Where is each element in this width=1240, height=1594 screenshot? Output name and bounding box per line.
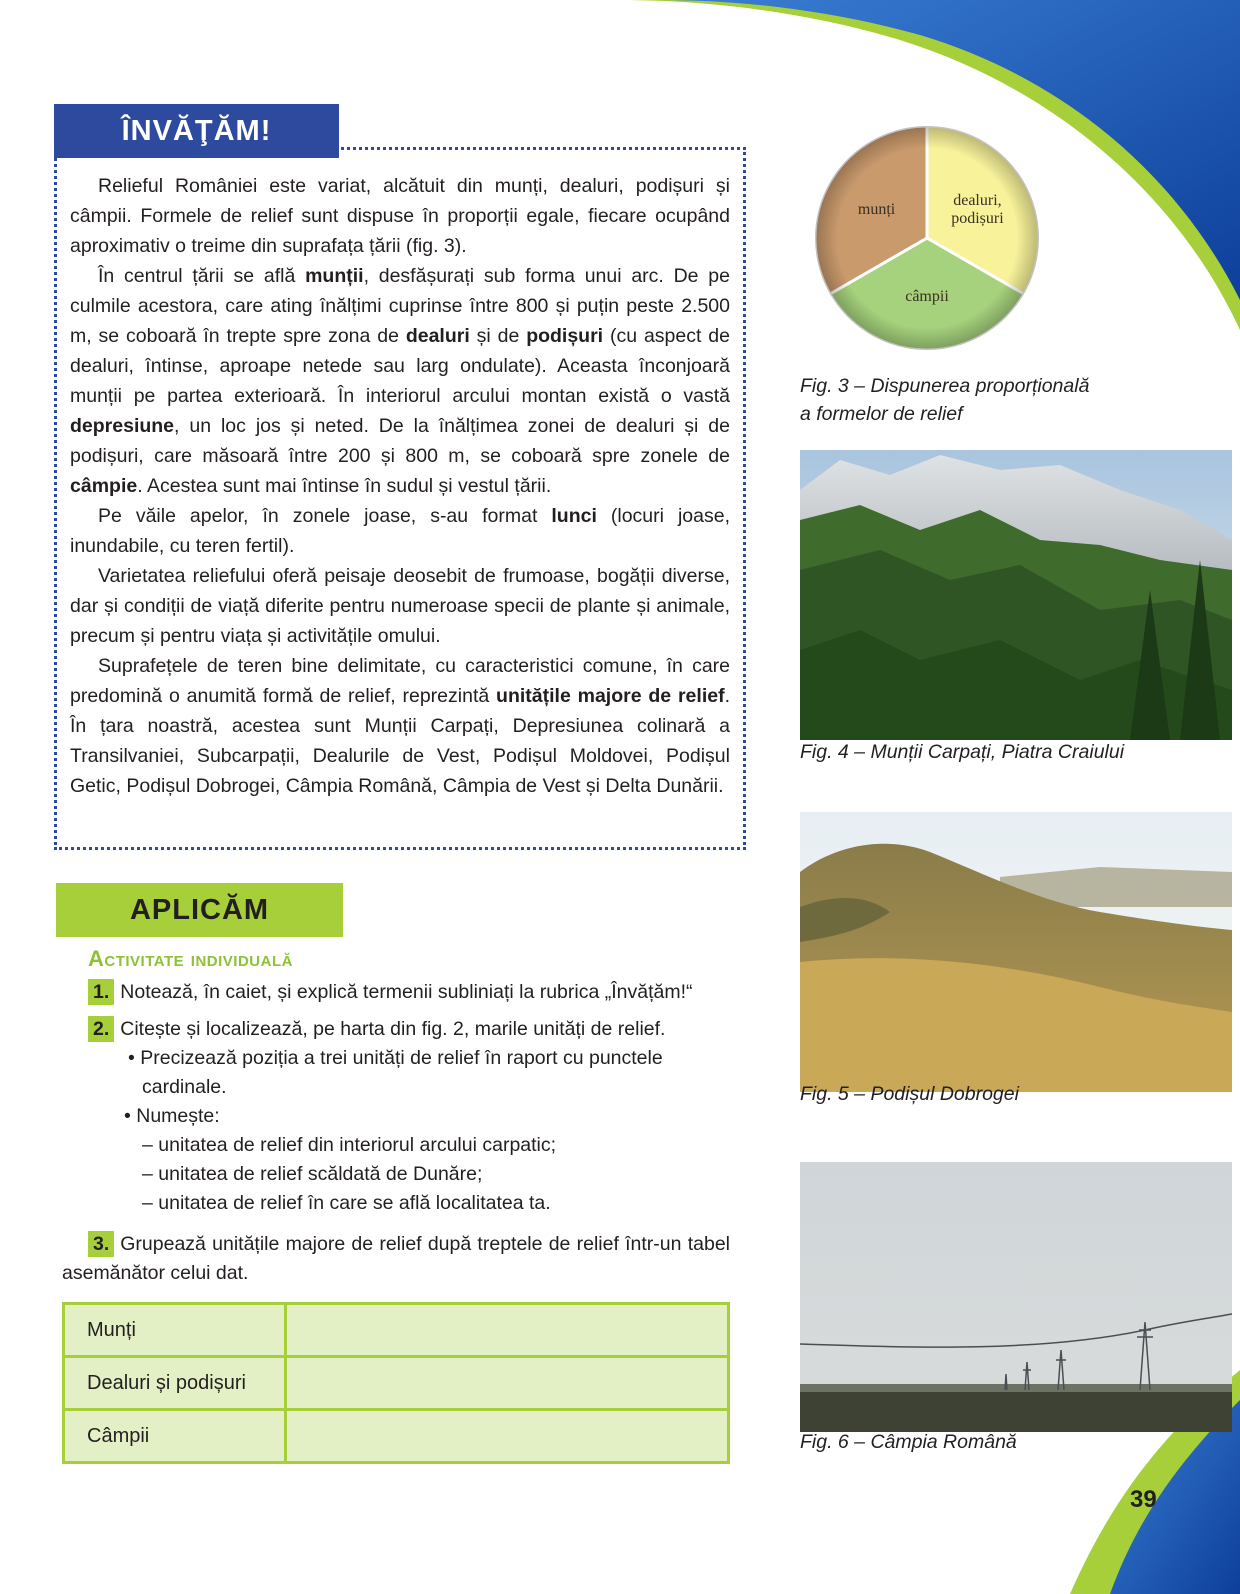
fig3-caption-line: a formelor de relief xyxy=(800,403,963,425)
invatam-paragraph xyxy=(70,651,730,801)
invatam-paragraph xyxy=(70,561,730,651)
invatam-paragraph xyxy=(70,261,730,501)
pie-label: podișuri xyxy=(951,209,1004,227)
table-cell-label: Câmpii xyxy=(64,1410,286,1463)
key-term: dealuri xyxy=(405,325,470,347)
pie-label: munți xyxy=(857,200,896,218)
plain-photo xyxy=(800,1162,1232,1432)
mountains-photo xyxy=(800,450,1232,740)
table-row xyxy=(64,1357,729,1410)
task-1 xyxy=(62,978,730,1007)
task-text: Citește și localizează, pe harta din fig. 2, marile unități de relief. xyxy=(120,1018,666,1040)
table-cell-label: Munți xyxy=(64,1304,286,1357)
table-row xyxy=(64,1410,729,1463)
paragraph-text: . Acestea sunt mai întinse în sudul și vestul țării. xyxy=(137,475,552,497)
fig3-caption xyxy=(800,372,1089,428)
fig3-caption-line: Fig. 3 – Dispunerea proporțională xyxy=(800,375,1090,397)
task-2-item: – unitatea de relief scăldată de Dunăre; xyxy=(142,1163,483,1185)
table-cell-empty[interactable] xyxy=(286,1410,729,1463)
task-2 xyxy=(62,1015,730,1044)
key-term: unitățile majore de relief xyxy=(496,685,725,707)
task-2-bullet-2: • Numește: xyxy=(124,1105,220,1127)
key-term: depresiune xyxy=(70,415,175,437)
plateau-photo xyxy=(800,812,1232,1092)
task-number: 2. xyxy=(88,1016,114,1042)
invatam-body xyxy=(70,171,730,801)
paragraph-text: Pe văile apelor, în zonele joase, s-au format xyxy=(98,505,552,527)
paragraph-text: , un loc jos și neted. De la înălțimea zonei de dealuri și de podișuri, care măsoară între 200 și 800 m, se coboară spre zonele de xyxy=(70,415,730,467)
fig4-caption: Fig. 4 – Munții Carpați, Piatra Craiului xyxy=(800,741,1125,763)
relief-table xyxy=(62,1302,730,1464)
aplicam-title: APLICĂM xyxy=(56,883,343,937)
activity-heading: Activitate individuală xyxy=(88,946,293,971)
paragraph-text: , desfășurați sub forma unui arc. De pe culmile acestora, care ating înălțimi cuprinse între 800 și puțin peste 2.500 m, se coboară în trepte spre zona de xyxy=(70,265,730,347)
task-text: Notează, în caiet, și explică termenii subliniați la rubrica „Învățăm!“ xyxy=(120,981,693,1003)
key-term: lunci xyxy=(551,505,597,527)
paragraph-text: și de xyxy=(469,325,527,347)
paragraph-text: . În țara noastră, acestea sunt Munții Carpați, Depresiunea colinară a Transilvaniei, Subcarpații, Dealurile de Vest, Podișul Moldovei, Podișul Getic, Podișul Dobrogei, Câmpia Română, Câmpia de Vest și Delta Dunării. xyxy=(70,685,730,797)
task-3 xyxy=(62,1230,730,1288)
key-term: munții xyxy=(305,265,364,287)
pie-shade xyxy=(815,126,1039,350)
pie-label: câmpii xyxy=(905,288,949,306)
paragraph-text: Relieful României este variat, alcătuit din munți, dealuri, podișuri și câmpii. Formele de relief sunt dispuse în proporții egale, fiecare ocupând aproximativ o treime din suprafața țării (fig. 3). xyxy=(70,175,730,257)
task-2-item: – unitatea de relief din interiorul arcului carpatic; xyxy=(142,1134,557,1156)
task-list xyxy=(62,978,730,1288)
fig6-caption: Fig. 6 – Câmpia Română xyxy=(800,1431,1017,1453)
paragraph-text: În centrul țării se află xyxy=(98,265,306,287)
invatam-paragraph xyxy=(70,171,730,261)
paragraph-text: Suprafețele de teren bine delimitate, cu caracteristici comune, în care predomină o anumită formă de relief, reprezintă xyxy=(70,655,730,707)
table-cell-empty[interactable] xyxy=(286,1304,729,1357)
page-number: 39 xyxy=(1130,1486,1157,1513)
paragraph-text: (cu aspect de dealuri, întinse, aproape netede sau larg ondulate). Aceasta înconjoară munții pe partea exterioară. În interiorul arcului montan există o vastă xyxy=(70,325,730,407)
task-2-item: – unitatea de relief în care se află localitatea ta. xyxy=(142,1192,551,1214)
invatam-title: ÎNVĂŢĂM! xyxy=(54,104,339,158)
paragraph-text: Varietatea reliefului oferă peisaje deosebit de frumoase, bogății diverse, dar și condiții de viață diferite pentru numeroase specii de plante și animale, precum și pentru viața și activitățile omului. xyxy=(70,565,730,647)
task-number: 3. xyxy=(88,1231,114,1257)
task-2-bullet-1: • Precizează poziția a trei unități de relief în raport cu punctele cardinale. xyxy=(128,1047,663,1098)
relief-pie-chart xyxy=(812,118,1042,358)
table-cell-empty[interactable] xyxy=(286,1357,729,1410)
table-cell-label: Dealuri și podișuri xyxy=(64,1357,286,1410)
task-text: Grupează unitățile majore de relief după treptele de relief într-un tabel asemănător celui dat. xyxy=(62,1233,730,1284)
paragraph-text: (locuri joase, inundabile, cu teren fertil). xyxy=(70,505,730,557)
key-term: câmpie xyxy=(70,475,138,497)
task-number: 1. xyxy=(88,979,114,1005)
invatam-paragraph xyxy=(70,501,730,561)
table-row xyxy=(64,1304,729,1357)
pie-label: dealuri, xyxy=(953,191,1002,209)
key-term: podișuri xyxy=(526,325,604,347)
fig5-caption: Fig. 5 – Podișul Dobrogei xyxy=(800,1083,1019,1105)
